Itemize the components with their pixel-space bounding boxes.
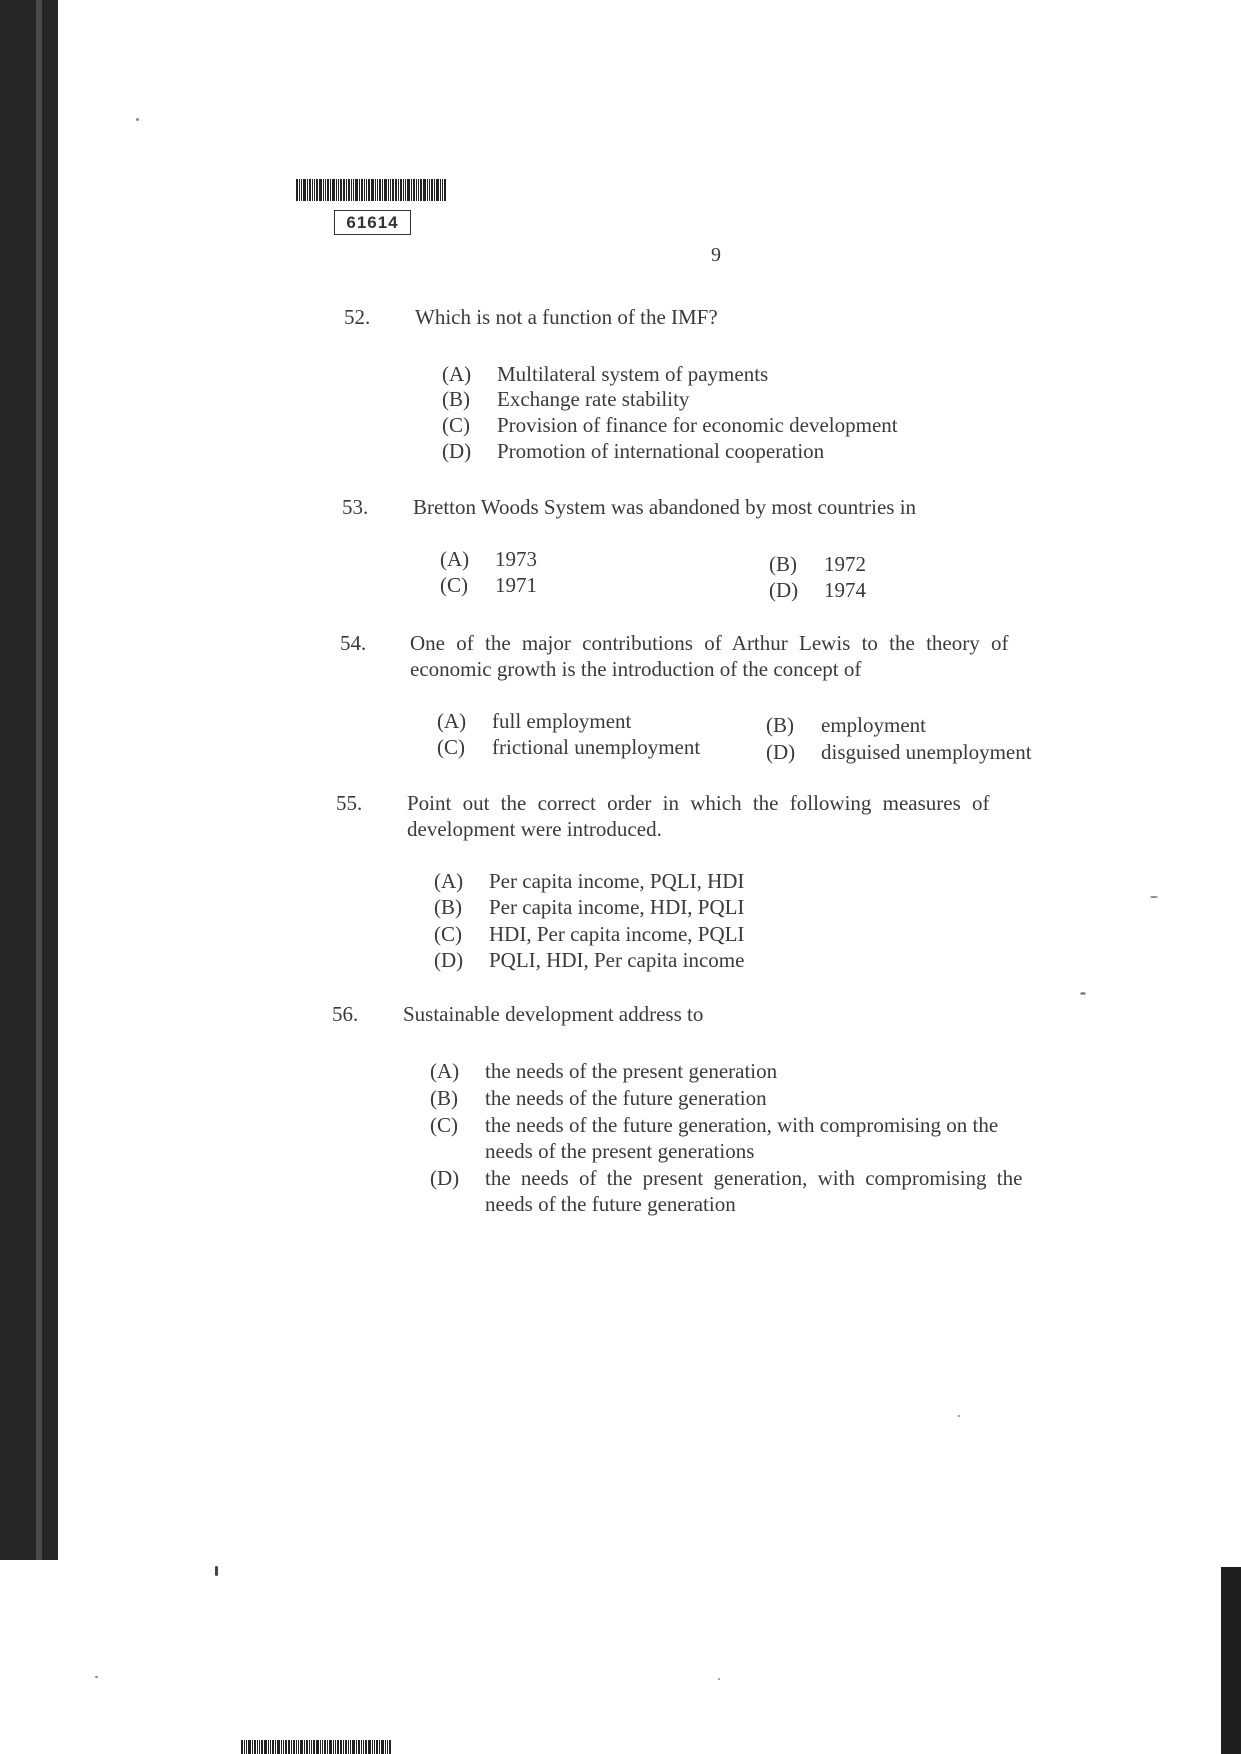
question-number: 56.	[332, 1002, 359, 1026]
question-53	[342, 494, 1092, 604]
option-text-line-1: the needs of the present generation, with compromising the	[485, 1166, 1023, 1190]
barcode-bar	[423, 179, 426, 201]
barcode-bar	[306, 1740, 308, 1754]
option-letter: (C)	[440, 573, 468, 597]
option-d	[434, 947, 744, 973]
barcode-bar	[309, 1740, 310, 1754]
option-text-line-2: needs of the present generations	[485, 1139, 755, 1163]
question-52	[344, 304, 1094, 474]
option-letter: (C)	[434, 922, 462, 946]
question-text: Sustainable development address to	[403, 1002, 704, 1026]
option-c	[442, 412, 898, 438]
option-text: Provision of finance for economic development	[497, 413, 898, 437]
barcode-bar	[327, 1740, 328, 1754]
barcode-bar	[416, 179, 417, 201]
scan-right-edge	[1221, 1567, 1241, 1754]
option-letter: (D)	[442, 439, 472, 463]
barcode-bar	[405, 179, 406, 201]
barcode-bar	[313, 1740, 315, 1754]
barcode-bar	[281, 1740, 282, 1754]
barcode-bar	[385, 1740, 386, 1754]
option-c	[434, 921, 744, 947]
barcode-bar	[407, 179, 410, 201]
barcode-bar	[337, 1740, 339, 1754]
barcode-bar	[261, 1740, 263, 1754]
barcode-bar	[403, 179, 404, 201]
barcode-bar	[356, 1740, 357, 1754]
barcode-bar	[332, 179, 335, 201]
option-letter: (B)	[442, 387, 470, 411]
option-d	[442, 438, 824, 464]
option-letter: (B)	[434, 895, 462, 919]
barcode-bar	[352, 1740, 355, 1754]
scan-speck	[1080, 992, 1086, 995]
scan-speck	[136, 118, 139, 121]
barcode-bar	[395, 179, 397, 201]
barcode-bar	[296, 179, 298, 201]
barcode-bar	[375, 179, 376, 201]
barcode-bar	[366, 179, 367, 201]
barcode-bar	[275, 1740, 276, 1754]
option-text: PQLI, HDI, Per capita income	[489, 948, 745, 972]
option-letter: (C)	[442, 413, 470, 437]
barcode-bar	[338, 179, 339, 201]
booklet-code-box: 61614	[334, 210, 411, 235]
option-letter: (D)	[430, 1166, 460, 1190]
barcode-bar	[298, 1740, 299, 1754]
option-a	[440, 546, 537, 572]
barcode-bar	[431, 179, 433, 201]
option-text: disguised unemployment	[821, 740, 1032, 764]
barcode-bar	[296, 1740, 297, 1754]
scan-speck	[1150, 896, 1158, 898]
barcode-bar	[363, 1740, 364, 1754]
barcode-bar	[348, 1740, 349, 1754]
barcode-bar	[307, 179, 308, 201]
option-letter: (D)	[434, 948, 464, 972]
barcode-bar	[336, 179, 337, 201]
barcode-bar	[368, 179, 370, 201]
barcode-bar	[270, 1740, 271, 1754]
barcode-bar	[283, 1740, 284, 1754]
barcode-bar	[246, 1740, 247, 1754]
option-letter: (D)	[769, 578, 799, 602]
option-d	[769, 577, 866, 603]
barcode-bar	[365, 1740, 367, 1754]
scan-speck	[95, 1676, 98, 1678]
option-text: employment	[821, 713, 926, 737]
barcode-bar	[316, 1740, 319, 1754]
barcode-bar	[436, 179, 439, 201]
barcode-bar	[444, 179, 446, 201]
option-d	[766, 739, 1032, 765]
barcode-bar	[351, 179, 352, 201]
barcode-bar	[264, 1740, 267, 1754]
barcode-bar	[322, 1740, 323, 1754]
question-55	[336, 790, 1096, 980]
option-b	[442, 386, 689, 412]
scan-left-edge-inner	[36, 0, 42, 1560]
barcode-bar	[377, 179, 378, 201]
option-letter: (A)	[434, 869, 464, 893]
scan-speck	[718, 1678, 720, 1680]
scan-speck	[958, 1415, 960, 1417]
question-54	[340, 630, 1100, 770]
option-b	[430, 1085, 767, 1111]
option-letter: (B)	[766, 713, 794, 737]
barcode-top	[296, 179, 447, 201]
barcode-bar	[254, 1740, 256, 1754]
barcode-bar	[376, 1740, 378, 1754]
question-text-line-1: Point out the correct order in which the following measures of	[407, 791, 990, 815]
barcode-bar	[304, 1740, 305, 1754]
barcode-bar	[420, 179, 422, 201]
barcode-bar	[329, 1740, 332, 1754]
barcode-bar	[398, 179, 399, 201]
option-a	[437, 708, 631, 734]
scan-speck	[215, 1566, 218, 1576]
barcode-bar	[411, 179, 412, 201]
barcode-bar	[248, 1740, 251, 1754]
barcode-bar	[252, 1740, 253, 1754]
barcode-bar	[372, 1740, 373, 1754]
barcode-bar	[268, 1740, 269, 1754]
barcode-bar	[319, 179, 322, 201]
barcode-bar	[348, 179, 350, 201]
barcode-bar	[442, 179, 443, 201]
barcode-bar	[325, 179, 326, 201]
option-text: Multilateral system of payments	[497, 362, 769, 386]
barcode-bar	[359, 179, 360, 201]
question-number: 55.	[336, 791, 363, 815]
barcode-bar	[309, 179, 311, 201]
page-number: 9	[711, 244, 721, 266]
barcode-bar	[413, 179, 415, 201]
option-text: 1974	[824, 578, 866, 602]
question-text: Which is not a function of the IMF?	[415, 305, 718, 329]
barcode-bottom	[241, 1740, 392, 1754]
barcode-bar	[418, 179, 419, 201]
barcode-bar	[312, 179, 313, 201]
option-letter: (A)	[437, 709, 467, 733]
option-c	[440, 572, 537, 598]
barcode-bar	[379, 1740, 380, 1754]
barcode-bar	[361, 1740, 362, 1754]
barcode-bar	[434, 179, 435, 201]
barcode-bar	[293, 1740, 295, 1754]
barcode-bar	[389, 1740, 391, 1754]
question-number: 52.	[344, 305, 371, 329]
barcode-bar	[384, 179, 387, 201]
barcode-bar	[340, 179, 342, 201]
barcode-bar	[330, 179, 331, 201]
option-b	[769, 551, 866, 577]
question-number: 53.	[342, 495, 369, 519]
barcode-bar	[388, 179, 389, 201]
option-c	[437, 734, 700, 760]
barcode-bar	[300, 1740, 303, 1754]
option-letter: (A)	[442, 362, 472, 386]
barcode-bar	[387, 1740, 388, 1754]
option-letter: (C)	[430, 1113, 458, 1137]
question-text-line-2: development were introduced.	[407, 817, 662, 841]
option-text: 1973	[495, 547, 537, 571]
option-a	[430, 1058, 777, 1084]
option-text: Per capita income, PQLI, HDI	[489, 869, 745, 893]
barcode-bar	[427, 179, 428, 201]
barcode-bar	[291, 1740, 292, 1754]
option-letter: (C)	[437, 735, 465, 759]
barcode-bar	[350, 1740, 351, 1754]
option-b	[766, 712, 926, 738]
barcode-bar	[353, 179, 354, 201]
option-text: Promotion of international cooperation	[497, 439, 825, 463]
barcode-bar	[285, 1740, 287, 1754]
barcode-bar	[259, 1740, 260, 1754]
option-a	[442, 361, 768, 387]
option-text-line-1: the needs of the future generation, with compromising on the	[485, 1113, 999, 1137]
barcode-bar	[355, 179, 358, 201]
option-letter: (A)	[440, 547, 470, 571]
option-text: 1972	[824, 552, 866, 576]
barcode-bar	[361, 179, 363, 201]
option-text: Exchange rate stability	[497, 387, 690, 411]
barcode-bar	[429, 179, 430, 201]
barcode-bar	[299, 179, 300, 201]
barcode-bar	[288, 1740, 290, 1754]
barcode-bar	[272, 1740, 274, 1754]
option-letter: (A)	[430, 1059, 460, 1083]
option-b	[434, 894, 744, 920]
question-text-line-1: One of the major contributions of Arthur Lewis to the theory of	[410, 631, 1009, 655]
option-text: the needs of the present generation	[485, 1059, 778, 1083]
barcode-bar	[381, 1740, 384, 1754]
barcode-bar	[374, 1740, 375, 1754]
barcode-bar	[364, 179, 365, 201]
barcode-bar	[303, 179, 306, 201]
barcode-bar	[333, 1740, 334, 1754]
barcode-bar	[320, 1740, 321, 1754]
scan-left-edge	[0, 0, 58, 1560]
barcode-bar	[343, 179, 345, 201]
option-text: full employment	[492, 709, 632, 733]
barcode-bar	[392, 179, 394, 201]
question-number: 54.	[340, 631, 367, 655]
option-letter: (B)	[769, 552, 797, 576]
barcode-bar	[440, 179, 441, 201]
option-text: 1971	[495, 573, 537, 597]
barcode-bar	[390, 179, 391, 201]
question-56	[332, 1001, 1102, 1221]
barcode-bar	[335, 1740, 336, 1754]
option-letter: (B)	[430, 1086, 458, 1110]
barcode-bar	[371, 179, 374, 201]
barcode-bar	[301, 179, 302, 201]
barcode-bar	[241, 1740, 243, 1754]
barcode-bar	[345, 1740, 347, 1754]
option-text: frictional unemployment	[492, 735, 701, 759]
barcode-bar	[244, 1740, 245, 1754]
option-a	[434, 868, 744, 894]
barcode-bar	[311, 1740, 312, 1754]
option-text: HDI, Per capita income, PQLI	[489, 922, 745, 946]
barcode-bar	[327, 179, 329, 201]
option-text: the needs of the future generation	[485, 1086, 767, 1110]
barcode-bar	[314, 179, 315, 201]
barcode-bar	[379, 179, 381, 201]
barcode-bar	[340, 1740, 342, 1754]
barcode-bar	[358, 1740, 360, 1754]
barcode-bar	[343, 1740, 344, 1754]
option-text: Per capita income, HDI, PQLI	[489, 895, 745, 919]
barcode-bar	[368, 1740, 371, 1754]
barcode-bar	[316, 179, 318, 201]
option-letter: (D)	[766, 740, 796, 764]
barcode-bar	[257, 1740, 258, 1754]
question-text-line-2: economic growth is the introduction of the concept of	[410, 657, 862, 681]
barcode-bar	[400, 179, 402, 201]
barcode-bar	[346, 179, 347, 201]
barcode-bar	[324, 1740, 326, 1754]
barcode-bar	[277, 1740, 280, 1754]
barcode-bar	[323, 179, 324, 201]
question-text: Bretton Woods System was abandoned by most countries in	[413, 495, 917, 519]
barcode-bar	[382, 179, 383, 201]
option-text-line-2: needs of the future generation	[485, 1192, 736, 1216]
